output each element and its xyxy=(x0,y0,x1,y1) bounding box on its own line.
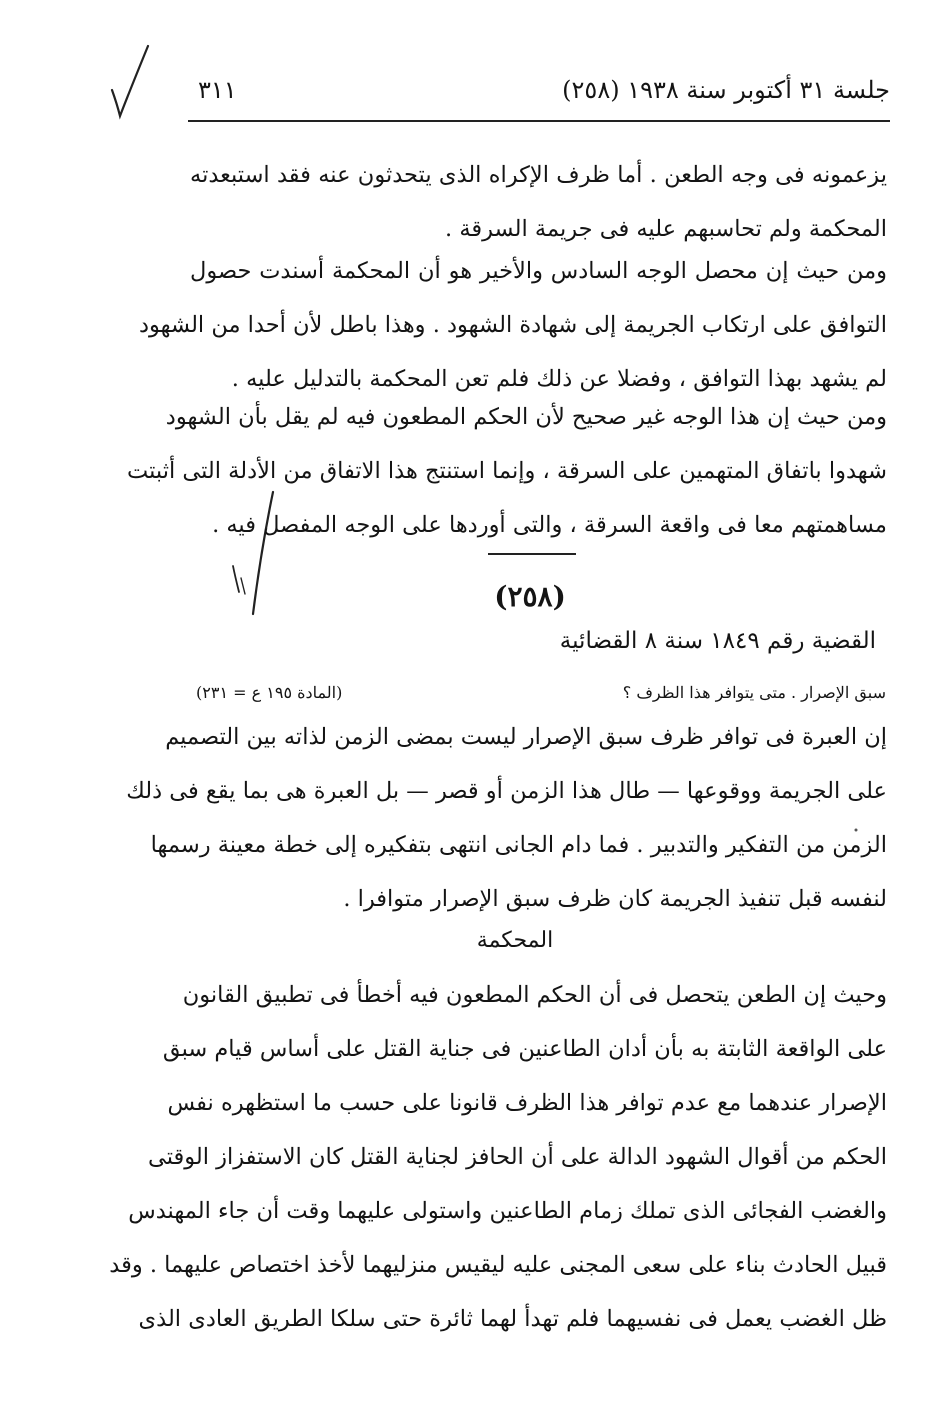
paragraph-sixth-ground xyxy=(138,244,887,406)
paragraph-ruling-on-ground xyxy=(127,390,887,552)
case-summary: سبق الإصرار . متى يتوافر هذا الظرف ؟ xyxy=(622,683,886,702)
text-line: يزعمونه فى وجه الطعن . أما ظرف الإكراه الذى يتحدثون عنه فقد استبعدته xyxy=(190,162,887,188)
text-line: وحيث إن الطعن يتحصل فى أن الحكم المطعون فيه أخطأ فى تطبيق القانون xyxy=(182,982,887,1008)
text-line: الإصرار عندهما مع عدم توافر هذا الظرف قانونا على حسب ما استظهره نفس xyxy=(167,1090,887,1116)
page-number: ٣١١ xyxy=(198,76,237,104)
text-line: ومن حيث إن هذا الوجه غير صحيح لأن الحكم المطعون فيه لم يقل بأن الشهود xyxy=(165,404,887,430)
text-line: والغضب الفجائى الذى تملك زمام الطاعنين واستولى عليهما وقت أن جاء المهندس xyxy=(128,1198,887,1224)
header-rule xyxy=(188,120,890,122)
case-summary-row xyxy=(196,683,886,713)
text-line: ومن حيث إن محصل الوجه السادس والأخير هو أن المحكمة أسندت حصول xyxy=(190,258,887,284)
court-reasoning xyxy=(109,968,887,1346)
continuation-paragraph xyxy=(190,148,887,256)
text-line: ظل الغضب يعمل فى نفسيهما فلم تهدأ لهما ثائرة حتى سلكا الطريق العادى الذى xyxy=(138,1306,887,1332)
text-line: لم يشهد بهذا التوافق ، وفضلا عن ذلك فلم تعن المحكمة بالتدليل عليه . xyxy=(231,366,887,392)
case-number: (٢٥٨) xyxy=(494,580,566,613)
text-line: إن العبرة فى توافر ظرف سبق الإصرار ليست بمضى الزمن لذاته بين التصميم xyxy=(165,724,887,750)
running-header xyxy=(188,72,890,112)
text-line: مساهمتهم معا فى واقعة السرقة ، والتى أوردها على الوجه المفصل فيه . xyxy=(212,512,887,538)
text-line: التوافق على ارتكاب الجريمة إلى شهادة الشهود . وهذا باطل لأن أحدا من الشهود xyxy=(138,312,887,338)
handwritten-check-mark xyxy=(100,40,160,120)
text-line: قبيل الحادث بناء على سعى المجنى عليه ليقيس منزليهما لأخذ اختصاص عليهما . وقد xyxy=(109,1252,887,1278)
legal-principle xyxy=(126,710,887,926)
text-line: شهدوا باتفاق المتهمين على السرقة ، وإنما استنتج هذا الاتفاق من الأدلة التى أثبتت xyxy=(127,458,887,484)
text-line: الحكم من أقوال الشهود الدالة على أن الحافز لجناية القتل كان الاستفزاز الوقتى xyxy=(147,1144,887,1170)
section-heading-court: المحكمة xyxy=(476,928,554,953)
section-divider xyxy=(488,553,576,555)
text-line: المحكمة ولم تحاسبهم عليه فى جريمة السرقة . xyxy=(445,216,887,242)
text-line: على الواقعة الثابتة به بأن أدان الطاعنين فى جناية القتل على أساس قيام سبق xyxy=(162,1036,887,1062)
text-line: على الجريمة ووقوعها — طال هذا الزمن أو قصر — بل العبرة هى بما يقع فى ذلك xyxy=(126,778,887,804)
case-reference: القضية رقم ١٨٤٩ سنة ٨ القضائية xyxy=(559,628,876,654)
legal-article-reference: (المادة ١٩٥ ع = ٢٣١) xyxy=(196,683,343,702)
text-line: لنفسه قبل تنفيذ الجريمة كان ظرف سبق الإصرار متوافرا . xyxy=(343,886,887,912)
text-line: الزمن من التفكير والتدبير . فما دام الجانى انتهى بتفكيره إلى خطة معينة رسمها xyxy=(150,832,887,858)
header-title: جلسة ٣١ أكتوبر سنة ١٩٣٨ (٢٥٨) xyxy=(562,76,890,104)
